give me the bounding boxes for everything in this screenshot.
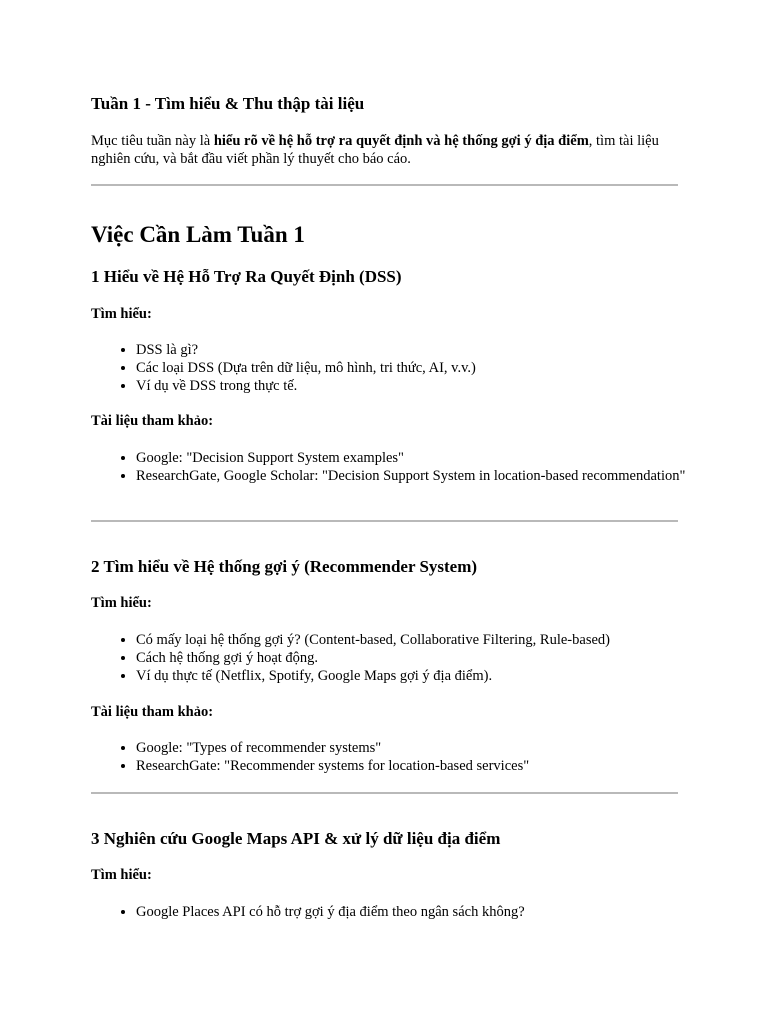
divider: [91, 184, 678, 186]
section-3-learn-list: [91, 903, 696, 921]
section-1-ref-list: [91, 449, 696, 485]
week-title: Tuần 1 - Tìm hiểu & Thu thập tài liệu: [91, 94, 365, 113]
section-3-learn-label: Tìm hiểu:: [91, 867, 152, 883]
main-heading: Việc Cần Làm Tuần 1: [91, 222, 305, 247]
list-item: • DSS là gì?: [136, 341, 696, 359]
week-intro: Mục tiêu tuần này là hiểu rõ về hệ hỗ trợ ra quyết định và hệ thống gợi ý địa điểm, tìm tài liệu nghiên cứu, và bắt đầu viết phần lý thuyết cho báo cáo.: [91, 133, 659, 167]
section-1-learn-label: Tìm hiểu:: [91, 306, 152, 322]
section-1-title: 1 Hiểu về Hệ Hỗ Trợ Ra Quyết Định (DSS): [91, 267, 402, 286]
list-item: • Google Places API có hỗ trợ gợi ý địa điểm theo ngân sách không?: [136, 903, 696, 921]
section-1-learn-list: [91, 341, 696, 395]
section-1-ref-label: Tài liệu tham khảo:: [91, 413, 214, 429]
list-item: • Google: "Decision Support System examples": [136, 449, 696, 467]
list-item: • Ví dụ thực tế (Netflix, Spotify, Google Maps gợi ý địa điểm).: [136, 667, 696, 685]
section-2-learn-label: Tìm hiểu:: [91, 595, 152, 611]
list-item: • ResearchGate, Google Scholar: "Decision Support System in location-based recommendation": [136, 467, 696, 485]
list-item: • Ví dụ về DSS trong thực tế.: [136, 377, 696, 395]
divider: [91, 792, 678, 794]
list-item: • Các loại DSS (Dựa trên dữ liệu, mô hình, tri thức, AI, v.v.): [136, 359, 696, 377]
list-item: • Có mấy loại hệ thống gợi ý? (Content-based, Collaborative Filtering, Rule-based): [136, 631, 696, 649]
section-2-title: 2 Tìm hiểu về Hệ thống gợi ý (Recommender System): [91, 557, 478, 576]
section-3-title: 3 Nghiên cứu Google Maps API & xử lý dữ liệu địa điểm: [91, 829, 501, 848]
list-item: • ResearchGate: "Recommender systems for location-based services": [136, 757, 696, 775]
divider: [91, 520, 678, 522]
section-2-ref-list: [91, 739, 696, 775]
section-2-ref-label: Tài liệu tham khảo:: [91, 704, 214, 720]
list-item: • Google: "Types of recommender systems": [136, 739, 696, 757]
section-2-learn-list: [91, 631, 696, 685]
list-item: • Cách hệ thống gợi ý hoạt động.: [136, 649, 696, 667]
